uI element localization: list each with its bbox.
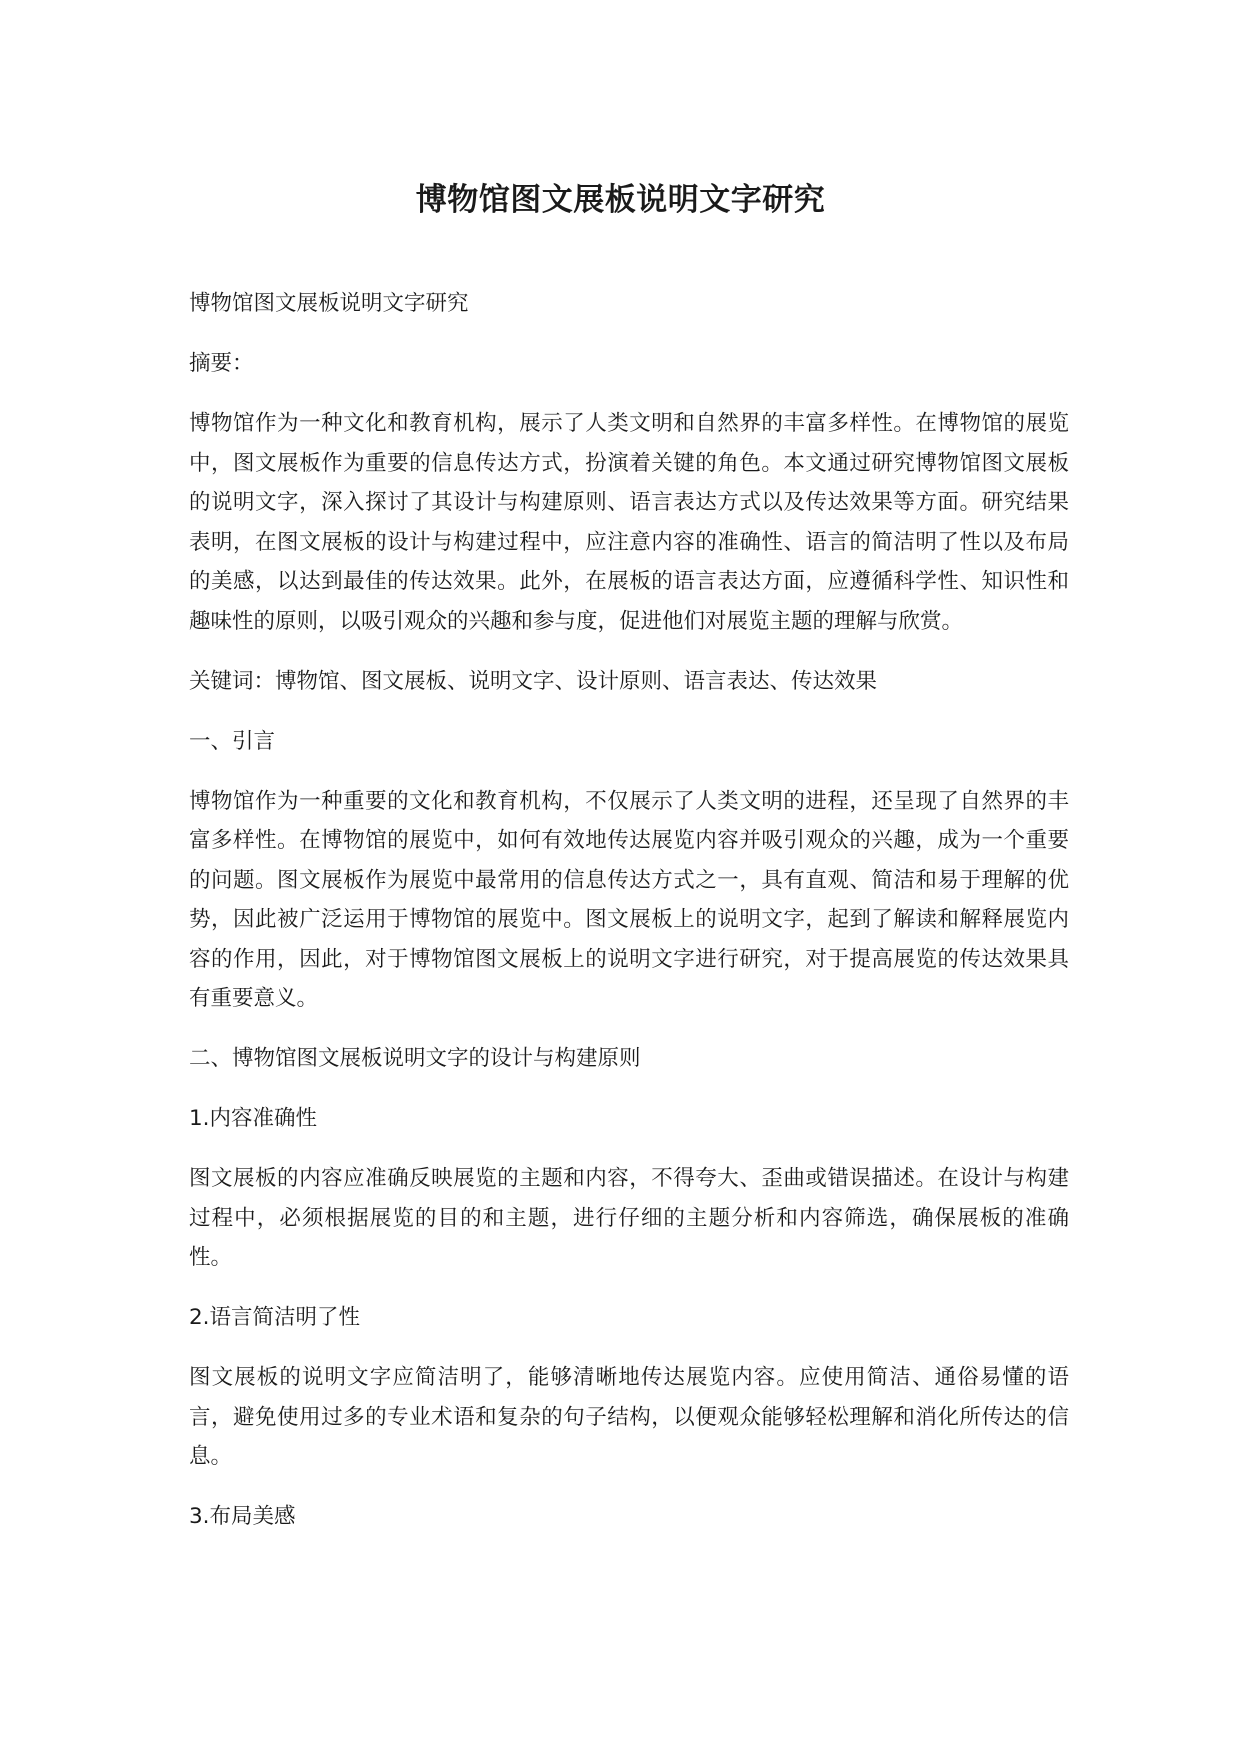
accuracy-paragraph: 图文展板的内容应准确反映展览的主题和内容，不得夸大、歪曲或错误描述。在设计与构建过程中，必须根据展览的目的和主题，进行仔细的主题分析和内容筛选，确保展板的准确性。 <box>189 1166 1069 1270</box>
section-heading-introduction: 一、引言 <box>189 728 276 754</box>
subtitle-paragraph: 博物馆图文展板说明文字研究 <box>189 291 469 316</box>
abstract-heading: 摘要： <box>189 351 254 376</box>
introduction-paragraph: 博物馆作为一种重要的文化和教育机构，不仅展示了人类文明的进程，还呈现了自然界的丰富多样性。在博物馆的展览中，如何有效地传达展览内容并吸引观众的兴趣，成为一个重要的问题。图文展板作为展览中最常用的信息传达方式之一，具有直观、简洁和易于理解的优势，因此被广泛运用于博物馆的展览中。图文展板上的说明文字，起到了解读和解释展览内容的作用，因此，对于博物馆图文展板上的说明文字进行研究，对于提高展览的传达效果具有重要意义。 <box>189 788 1069 1011</box>
keywords-paragraph: 关键词：博物馆、图文展板、说明文字、设计原则、语言表达、传达效果 <box>189 668 878 694</box>
document-title: 博物馆图文展板说明文字研究 <box>415 182 826 218</box>
subheading-conciseness: 2.语言简洁明了性 <box>189 1305 361 1330</box>
section-heading-principles: 二、博物馆图文展板说明文字的设计与构建原则 <box>189 1046 641 1071</box>
abstract-paragraph: 博物馆作为一种文化和教育机构，展示了人类文明和自然界的丰富多样性。在博物馆的展览中，图文展板作为重要的信息传达方式，扮演着关键的角色。本文通过研究博物馆图文展板的说明文字，深入探讨了其设计与构建原则、语言表达方式以及传达效果等方面。研究结果表明，在图文展板的设计与构建过程中，应注意内容的准确性、语言的简洁明了性以及布局的美感，以达到最佳的传达效果。此外，在展板的语言表达方面，应遵循科学性、知识性和趣味性的原则，以吸引观众的兴趣和参与度，促进他们对展览主题的理解与欣赏。 <box>189 411 1069 634</box>
document-body <box>189 284 1069 1557</box>
subheading-layout: 3.布局美感 <box>189 1504 296 1529</box>
subheading-accuracy: 1.内容准确性 <box>189 1106 318 1131</box>
conciseness-paragraph: 图文展板的说明文字应简洁明了，能够清晰地传达展览内容。应使用简洁、通俗易懂的语言，避免使用过多的专业术语和复杂的句子结构，以便观众能够轻松理解和消化所传达的信息。 <box>189 1365 1069 1469</box>
